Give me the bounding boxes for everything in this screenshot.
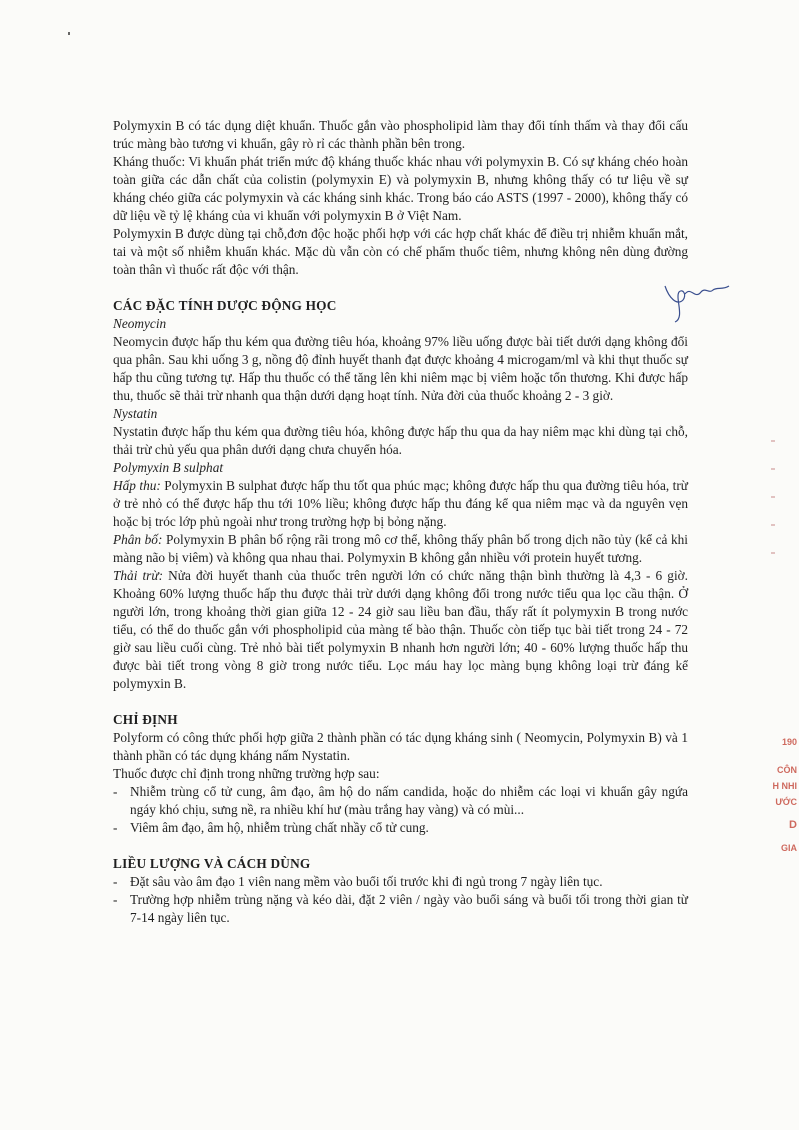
- subheading-polymyxin: Polymyxin B sulphat: [113, 460, 224, 475]
- edge-marks: [771, 440, 777, 570]
- dosage-item: [113, 873, 688, 891]
- label-elimination: Thải trừ:: [113, 568, 164, 583]
- subheading-neomycin: Neomycin: [113, 316, 167, 331]
- paragraph-absorption: [113, 477, 688, 531]
- paragraph-nystatin: Nystatin được hấp thu kém qua đường tiêu hóa, không được hấp thu qua da hay niêm mạc khi dùng tại chỗ, thải trừ chủ yếu qua phân dưới dạng chưa chuyển hóa.: [113, 424, 688, 457]
- stamp-text: CÔN: [777, 765, 797, 775]
- paragraph-indications-lead: Thuốc được chỉ định trong những trường hợp sau:: [113, 766, 380, 781]
- paragraph-resistance: Kháng thuốc: Vi khuẩn phát triển mức độ kháng thuốc khác nhau với polymyxin B. Có sự kháng chéo hoàn toàn giữa các dẫn chất của colistin (polymyxin E) và polymyxin B, nhưng không thấy có tư liệu về sự kháng chéo giữa các polymyxin và các kháng sinh khác. Trong báo cáo ASTS (1997 - 2000), không thấy có dữ liệu về tỷ lệ kháng của vi khuẩn với polymyxin B ở Việt Nam.: [113, 154, 688, 223]
- paragraph-neomycin: Neomycin được hấp thu kém qua đường tiêu hóa, khoảng 97% liều uống được bài tiết dưới dạng không đổi qua phân. Sau khi uống 3 g, nồng độ đỉnh huyết thanh đạt được khoảng 4 microgam/ml và khi thụt thuốc sự hấp thu cũng tương tự. Hấp thu thuốc có thể tăng lên khi niêm mạc bị viêm hoặc tổn thương. Khi được hấp thu, thuốc sẽ thải trừ nhanh qua thận dưới dạng hoạt tính. Nửa đời của thuốc khoảng 2 - 3 giờ.: [113, 334, 688, 403]
- stamp-text: ƯỚC: [775, 797, 797, 807]
- stamp-text: H NHI: [772, 781, 797, 791]
- section-heading-indications: CHỈ ĐỊNH: [113, 712, 178, 727]
- label-absorption: Hấp thu:: [113, 478, 161, 493]
- list-dash: -: [113, 820, 118, 835]
- indication-item: [113, 819, 688, 837]
- indication-text: Nhiễm trùng cổ tử cung, âm đạo, âm hộ do nấm candida, hoặc do nhiễm các loại vi khuẩn gây ngứa ngáy khó chịu, sưng nề, ra nhiều khí hư (màu trắng hay vàng) và có mùi...: [130, 784, 688, 817]
- text-distribution: Polymyxin B phân bố rộng rãi trong mô cơ thể, không thấy phân bố trong dịch não tủy (kể cả khi màng não bị viêm) và không qua nhau thai. Polymyxin B không gắn nhiều với protein huyết tương.: [113, 532, 688, 565]
- paragraph-mechanism: Polymyxin B có tác dụng diệt khuẩn. Thuốc gắn vào phospholipid làm thay đổi tính thấm và thay đổi cấu trúc màng bào tương vi khuẩn, gây rò rỉ các thành phần bên trong.: [113, 118, 688, 151]
- text-elimination: Nửa đời huyết thanh của thuốc trên người lớn có chức năng thận bình thường là 4,3 - 6 giờ. Khoảng 60% lượng thuốc hấp thu được thải trừ dưới dạng không đổi trong nước tiểu qua lọc cầu thận. Ở người lớn, trong khoảng thời gian giữa 12 - 24 giờ sau liều ban đầu, thấy rất ít polymyxin B trong nước tiểu, có thể do thuốc gắn với phospholipid của màng tế bào thận. Thuốc còn tiếp tục bài tiết trong 24 - 72 giờ sau liều cuối cùng. Trẻ nhỏ bài tiết polymyxin B nhanh hơn người lớn; 40 - 60% lượng thuốc hấp thu được bài tiết trong vòng 8 giờ trong nước tiểu. Lọc máu hay lọc màng bụng không loại trừ đáng kể polymyxin B.: [113, 568, 688, 691]
- label-distribution: Phân bố:: [113, 532, 163, 547]
- paragraph-usage: Polymyxin B được dùng tại chỗ,đơn độc hoặc phối hợp với các hợp chất khác để điều trị nhiễm khuẩn mắt, tai và một số nhiễm khuẩn khác. Mặc dù vẫn còn có chế phẩm thuốc tiêm, nhưng không nên dùng đường toàn thân vì thuốc rất độc với thận.: [113, 226, 688, 277]
- indication-text: Viêm âm đạo, âm hộ, nhiễm trùng chất nhầy cổ tử cung.: [130, 820, 429, 835]
- paragraph-indications-intro: Polyform có công thức phối hợp giữa 2 thành phần có tác dụng kháng sinh ( Neomycin, Polymyxin B) và 1 thành phần có tác dụng kháng nấm Nystatin.: [113, 730, 688, 763]
- dosage-item: [113, 891, 688, 927]
- stamp-text: D: [789, 819, 797, 831]
- paragraph-elimination: [113, 567, 688, 693]
- partial-stamp: [759, 735, 799, 865]
- subheading-nystatin: Nystatin: [113, 406, 158, 421]
- dosage-text: Đặt sâu vào âm đạo 1 viên nang mềm vào buổi tối trước khi đi ngủ trong 7 ngày liên tục.: [130, 874, 603, 889]
- document-body: [113, 117, 688, 927]
- list-dash: -: [113, 784, 118, 799]
- scan-mark: [68, 32, 70, 35]
- section-heading-pharmacokinetics: CÁC ĐẶC TÍNH DƯỢC ĐỘNG HỌC: [113, 298, 337, 313]
- list-dash: -: [113, 892, 118, 907]
- list-dash: -: [113, 874, 118, 889]
- stamp-text: 190: [781, 737, 797, 747]
- section-heading-dosage: LIỀU LƯỢNG VÀ CÁCH DÙNG: [113, 856, 311, 871]
- dosage-text: Trường hợp nhiễm trùng nặng và kéo dài, đặt 2 viên / ngày vào buổi sáng và buổi tối trong thời gian từ 7-14 ngày liên tục.: [130, 892, 688, 925]
- text-absorption: Polymyxin B sulphat được hấp thu tốt qua phúc mạc; không được hấp thu qua đường tiêu hóa, trừ ở trẻ nhỏ có thể được hấp thu tới 10% liều; không được hấp thu đáng kể qua niêm mạc và da nguyên vẹn hoặc bị tróc lớp phủ ngoài như trong trường hợp bị bỏng nặng.: [113, 478, 688, 529]
- paragraph-distribution: [113, 531, 688, 567]
- stamp-text: GIA: [780, 843, 797, 853]
- handwritten-signature: [655, 278, 735, 324]
- indication-item: [113, 783, 688, 819]
